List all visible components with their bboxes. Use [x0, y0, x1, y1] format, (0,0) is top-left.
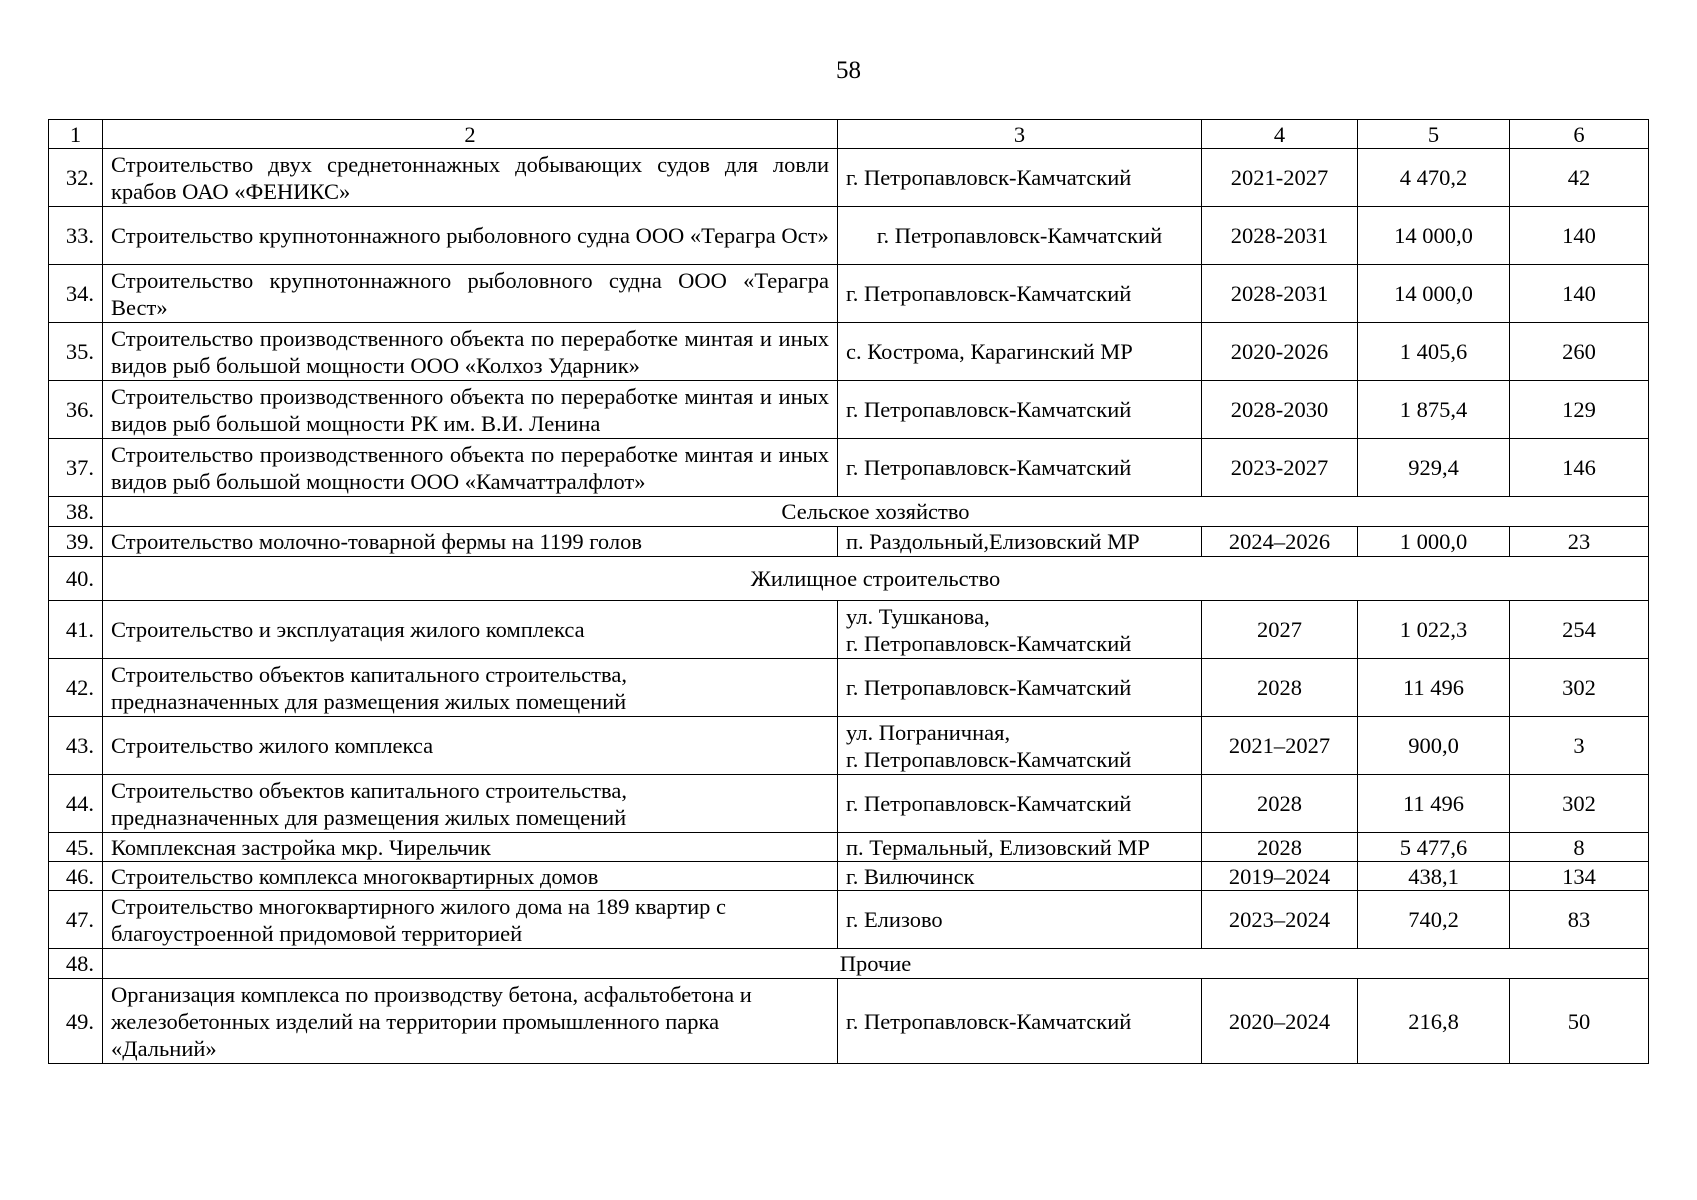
project-period: 2028	[1202, 833, 1358, 862]
project-jobs: 129	[1510, 381, 1649, 439]
project-jobs: 254	[1510, 601, 1649, 659]
section-title: Сельское хозяйство	[103, 497, 1649, 527]
project-location	[838, 601, 1202, 659]
row-number: 34.	[49, 265, 103, 323]
project-location: г. Елизово	[838, 891, 1202, 949]
name-line: Строительство объектов капитального строительства,	[111, 661, 627, 687]
row-number: 48.	[49, 949, 103, 979]
project-value: 929,4	[1358, 439, 1510, 497]
project-jobs: 140	[1510, 207, 1649, 265]
project-value: 216,8	[1358, 979, 1510, 1064]
project-value: 900,0	[1358, 717, 1510, 775]
project-period: 2020-2026	[1202, 323, 1358, 381]
project-jobs: 8	[1510, 833, 1649, 862]
row-number: 47.	[49, 891, 103, 949]
project-period: 2028-2031	[1202, 265, 1358, 323]
name-line: Строительство объектов капитального строительства,	[111, 777, 627, 803]
project-name	[103, 659, 838, 717]
name-line: Строительство многоквартирного жилого дома на 189 квартир с	[111, 893, 726, 919]
project-location	[838, 717, 1202, 775]
project-location: г. Петропавловск-Камчатский	[838, 979, 1202, 1064]
project-location: п. Термальный, Елизовский МР	[838, 833, 1202, 862]
project-name: Строительство производственного объекта по переработке минтая и иных видов рыб большой мощности ООО «Колхоз Ударник»	[103, 323, 838, 381]
column-header: 4	[1202, 120, 1358, 149]
project-name: Комплексная застройка мкр. Чирельчик	[103, 833, 838, 862]
project-period: 2028	[1202, 659, 1358, 717]
row-number: 42.	[49, 659, 103, 717]
project-value: 740,2	[1358, 891, 1510, 949]
name-line: «Дальний»	[111, 1035, 217, 1061]
page-number: 58	[836, 57, 861, 84]
project-value: 14 000,0	[1358, 207, 1510, 265]
project-period: 2024–2026	[1202, 527, 1358, 557]
project-name	[103, 891, 838, 949]
project-name: Строительство молочно-товарной фермы на 1199 голов	[103, 527, 838, 557]
row-number: 39.	[49, 527, 103, 557]
project-location: г. Вилючинск	[838, 862, 1202, 891]
table-row	[49, 381, 1649, 439]
location-line: ул. Тушканова,	[846, 603, 990, 629]
name-line: предназначенных для размещения жилых помещений	[111, 688, 627, 714]
project-value: 11 496	[1358, 775, 1510, 833]
row-number: 45.	[49, 833, 103, 862]
project-value: 1 405,6	[1358, 323, 1510, 381]
project-period: 2028	[1202, 775, 1358, 833]
project-name: Строительство и эксплуатация жилого комплекса	[103, 601, 838, 659]
name-line: благоустроенной придомовой территорией	[111, 920, 523, 946]
project-value: 1 875,4	[1358, 381, 1510, 439]
project-location: г. Петропавловск-Камчатский	[838, 265, 1202, 323]
table-row	[49, 323, 1649, 381]
row-number: 35.	[49, 323, 103, 381]
section-row	[49, 949, 1649, 979]
project-jobs: 302	[1510, 659, 1649, 717]
project-value: 1 022,3	[1358, 601, 1510, 659]
column-header: 2	[103, 120, 838, 149]
project-name: Строительство жилого комплекса	[103, 717, 838, 775]
section-row	[49, 497, 1649, 527]
name-line: железобетонных изделий на территории промышленного парка	[111, 1008, 720, 1034]
table-row	[49, 891, 1649, 949]
project-name	[103, 979, 838, 1064]
column-header: 5	[1358, 120, 1510, 149]
row-number: 32.	[49, 149, 103, 207]
row-number: 44.	[49, 775, 103, 833]
project-location: г. Петропавловск-Камчатский	[838, 439, 1202, 497]
section-title: Жилищное строительство	[103, 557, 1649, 601]
row-number: 40.	[49, 557, 103, 601]
table-row	[49, 527, 1649, 557]
project-name: Строительство двух среднетоннажных добывающих судов для ловли крабов ОАО «ФЕНИКС»	[103, 149, 838, 207]
row-number: 41.	[49, 601, 103, 659]
table-row	[49, 265, 1649, 323]
table-row	[49, 659, 1649, 717]
project-jobs: 260	[1510, 323, 1649, 381]
project-period: 2021–2027	[1202, 717, 1358, 775]
project-period: 2023–2024	[1202, 891, 1358, 949]
table-row	[49, 979, 1649, 1064]
project-location: п. Раздольный,Елизовский МР	[838, 527, 1202, 557]
project-jobs: 140	[1510, 265, 1649, 323]
project-period: 2027	[1202, 601, 1358, 659]
section-row	[49, 557, 1649, 601]
project-location: г. Петропавловск-Камчатский	[838, 207, 1202, 265]
location-line: ул. Пограничная,	[846, 719, 1011, 745]
project-value: 1 000,0	[1358, 527, 1510, 557]
project-period: 2019–2024	[1202, 862, 1358, 891]
table-row	[49, 775, 1649, 833]
project-jobs: 146	[1510, 439, 1649, 497]
project-name: Строительство крупнотоннажного рыболовного судна ООО «Терагра Ост»	[103, 207, 838, 265]
row-number: 49.	[49, 979, 103, 1064]
project-jobs: 3	[1510, 717, 1649, 775]
project-value: 5 477,6	[1358, 833, 1510, 862]
row-number: 46.	[49, 862, 103, 891]
table-row	[49, 207, 1649, 265]
column-header: 3	[838, 120, 1202, 149]
row-number: 43.	[49, 717, 103, 775]
project-period: 2028-2031	[1202, 207, 1358, 265]
table-row	[49, 862, 1649, 891]
project-value: 11 496	[1358, 659, 1510, 717]
project-location: г. Петропавловск-Камчатский	[838, 149, 1202, 207]
row-number: 37.	[49, 439, 103, 497]
table-row	[49, 833, 1649, 862]
name-line: предназначенных для размещения жилых помещений	[111, 804, 627, 830]
project-period: 2028-2030	[1202, 381, 1358, 439]
project-name: Строительство производственного объекта по переработке минтая и иных видов рыб большой мощности РК им. В.И. Ленина	[103, 381, 838, 439]
table-row	[49, 149, 1649, 207]
table-header-row	[49, 120, 1649, 149]
project-location: г. Петропавловск-Камчатский	[838, 775, 1202, 833]
table-row	[49, 439, 1649, 497]
name-line: Организация комплекса по производству бетона, асфальтобетона и	[111, 981, 752, 1007]
table-row	[49, 601, 1649, 659]
project-jobs: 83	[1510, 891, 1649, 949]
project-jobs: 42	[1510, 149, 1649, 207]
column-header: 1	[49, 120, 103, 149]
project-name: Строительство крупнотоннажного рыболовного судна ООО «Терагра Вест»	[103, 265, 838, 323]
section-title: Прочие	[103, 949, 1649, 979]
project-period: 2021-2027	[1202, 149, 1358, 207]
project-jobs: 134	[1510, 862, 1649, 891]
project-location: с. Кострома, Карагинский МР	[838, 323, 1202, 381]
column-header: 6	[1510, 120, 1649, 149]
project-jobs: 302	[1510, 775, 1649, 833]
location-line: г. Петропавловск-Камчатский	[846, 630, 1132, 656]
project-name: Строительство комплекса многоквартирных домов	[103, 862, 838, 891]
projects-table	[48, 119, 1649, 1064]
project-period: 2023-2027	[1202, 439, 1358, 497]
row-number: 36.	[49, 381, 103, 439]
project-location: г. Петропавловск-Камчатский	[838, 381, 1202, 439]
project-jobs: 50	[1510, 979, 1649, 1064]
project-value: 4 470,2	[1358, 149, 1510, 207]
row-number: 38.	[49, 497, 103, 527]
project-name	[103, 775, 838, 833]
project-location: г. Петропавловск-Камчатский	[838, 659, 1202, 717]
table-row	[49, 717, 1649, 775]
project-value: 438,1	[1358, 862, 1510, 891]
project-value: 14 000,0	[1358, 265, 1510, 323]
row-number: 33.	[49, 207, 103, 265]
project-name: Строительство производственного объекта по переработке минтая и иных видов рыб большой мощности ООО «Камчаттралфлот»	[103, 439, 838, 497]
project-jobs: 23	[1510, 527, 1649, 557]
location-line: г. Петропавловск-Камчатский	[846, 746, 1132, 772]
project-period: 2020–2024	[1202, 979, 1358, 1064]
